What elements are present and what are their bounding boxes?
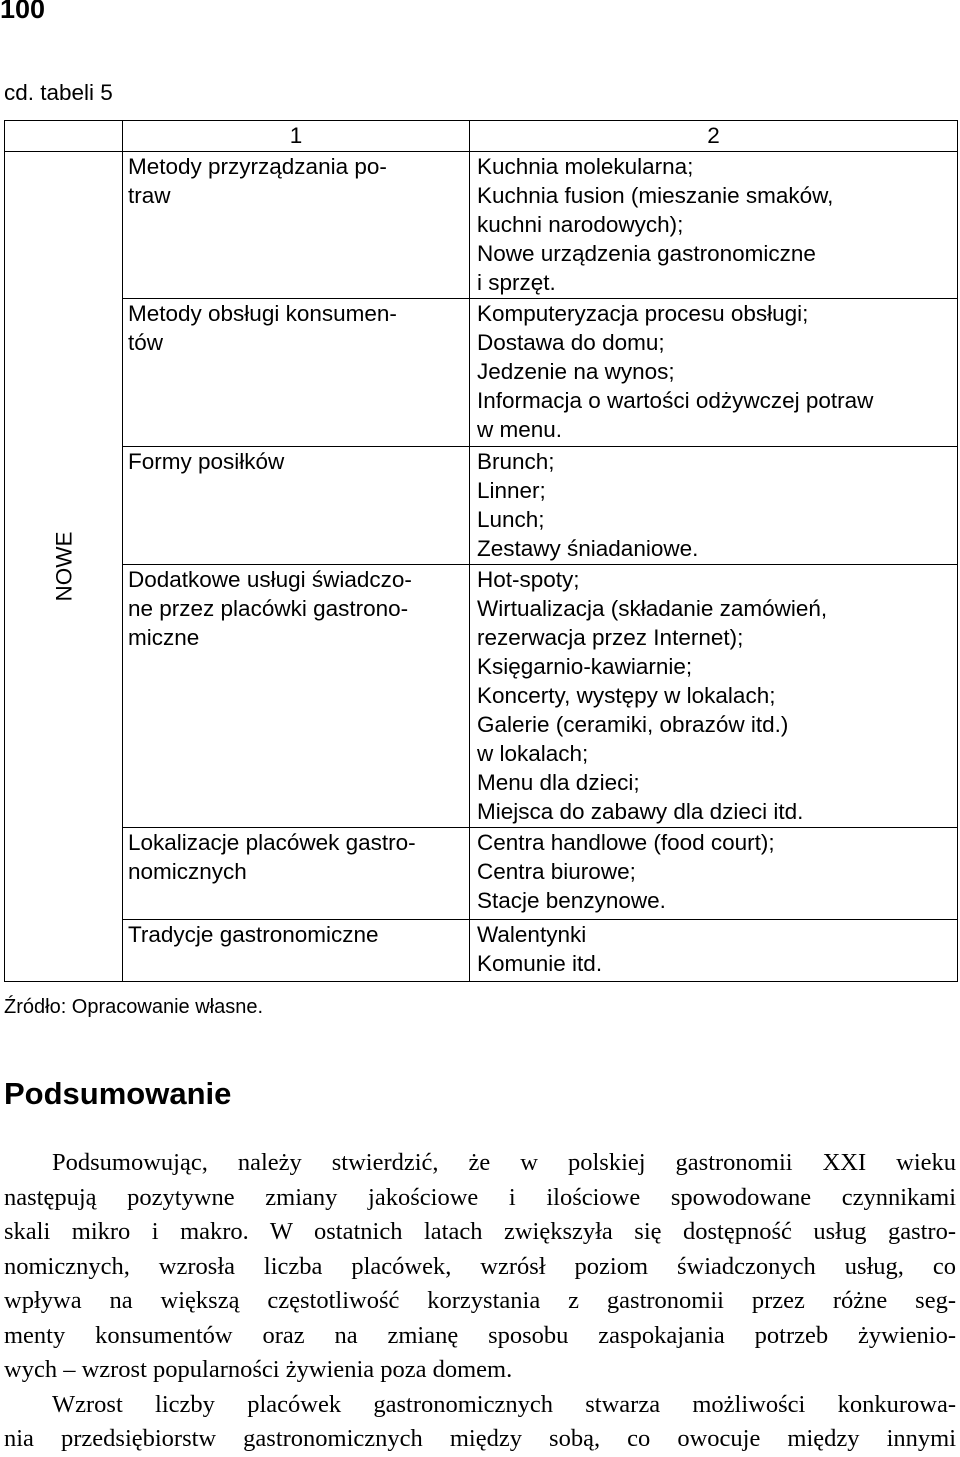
row-item: Kuchnia fusion (mieszanie smaków, xyxy=(477,183,834,208)
section-title: Podsumowanie xyxy=(4,1076,232,1111)
row-item: rezerwacja przez Internet); xyxy=(477,625,744,650)
row-item: Zestawy śniadaniowe. xyxy=(477,536,699,561)
row-item: Linner; xyxy=(477,478,546,503)
table-header-row xyxy=(5,121,958,152)
row-item: Hot-spoty; xyxy=(477,567,580,592)
page-number: 100 xyxy=(0,0,46,24)
row-item: Wirtualizacja (składanie zamówień, xyxy=(477,596,828,621)
row-label-cell xyxy=(123,920,470,982)
row-label-line: traw xyxy=(128,183,171,208)
row-label-line: ne przez placówki gastrono- xyxy=(128,596,409,621)
row-label-cell xyxy=(123,447,470,565)
row-item: kuchni narodowych); xyxy=(477,212,684,237)
row-item: Menu dla dzieci; xyxy=(477,770,640,795)
column-header-1: 1 xyxy=(123,121,470,152)
row-item: i sprzęt. xyxy=(477,270,556,295)
row-label-line: Lokalizacje placówek gastro- xyxy=(128,830,416,855)
row-items-cell xyxy=(470,828,958,920)
row-item: Walentynki xyxy=(477,922,587,947)
paragraph-line: nomicznych, wzrosła liczba placówek, wzrósł poziom świadczonych usług, co xyxy=(4,1252,956,1280)
paragraph-line: wych – wzrost popularności żywienia poza domem. xyxy=(4,1356,513,1383)
row-label-line: Dodatkowe usługi świadczo- xyxy=(128,567,412,592)
row-item: Stacje benzynowe. xyxy=(477,888,666,913)
row-items-cell xyxy=(470,920,958,982)
row-label-line: Formy posiłków xyxy=(128,449,285,474)
row-label-line: nomicznych xyxy=(128,859,247,884)
row-label-line: Metody obsługi konsumen- xyxy=(128,301,397,326)
row-label-line: Tradycje gastronomiczne xyxy=(128,922,379,947)
row-label-cell xyxy=(123,299,470,447)
paragraph-line: skali mikro i makro. W ostatnich latach zwiększyła się dostępność usług gastro- xyxy=(4,1218,956,1245)
row-label-line: Metody przyrządzania po- xyxy=(128,154,387,179)
group-cell xyxy=(5,152,123,982)
table-source-note: Źródło: Opracowanie własne. xyxy=(4,996,264,1018)
table-row xyxy=(5,447,958,565)
column-header-2: 2 xyxy=(470,121,958,152)
row-item: Kuchnia molekularna; xyxy=(477,154,694,179)
row-label-line: miczne xyxy=(128,625,200,650)
row-items-cell xyxy=(470,447,958,565)
row-item: Księgarnio-kawiarnie; xyxy=(477,654,693,679)
paragraph-line: nia przedsiębiorstw gastronomicznych między sobą, co owocuje między innymi xyxy=(4,1425,956,1452)
row-item: w lokalach; xyxy=(477,741,589,766)
paragraph-line: menty konsumentów oraz na zmianę sposobu zaspokajania potrzeb żywienio- xyxy=(4,1321,956,1349)
row-item: Galerie (ceramiki, obrazów itd.) xyxy=(477,712,789,737)
paragraph-line: Podsumowując, należy stwierdzić, że w polskiej gastronomii XXI wieku xyxy=(52,1149,956,1176)
table-row xyxy=(5,152,958,299)
paragraph xyxy=(4,1146,956,1388)
row-item: Brunch; xyxy=(477,449,555,474)
row-label-cell xyxy=(123,152,470,299)
table-row xyxy=(5,565,958,828)
row-item: Dostawa do domu; xyxy=(477,330,665,355)
table-row xyxy=(5,299,958,447)
methods-table xyxy=(4,120,958,982)
table-row xyxy=(5,828,958,920)
row-item: Jedzenie na wynos; xyxy=(477,359,675,384)
row-item: w menu. xyxy=(477,417,563,442)
row-label-line: tów xyxy=(128,330,164,355)
row-items-cell xyxy=(470,299,958,447)
row-items-cell xyxy=(470,565,958,828)
row-item: Komunie itd. xyxy=(477,951,603,976)
table-row xyxy=(5,920,958,982)
row-label-cell xyxy=(123,565,470,828)
row-item: Centra biurowe; xyxy=(477,859,636,884)
row-item: Lunch; xyxy=(477,507,545,532)
table-continuation-label: cd. tabeli 5 xyxy=(4,80,113,105)
group-label: NOWE xyxy=(51,531,76,602)
table-header-corner xyxy=(5,121,123,152)
row-item: Nowe urządzenia gastronomiczne xyxy=(477,241,816,266)
row-items-cell xyxy=(470,152,958,299)
paragraph xyxy=(4,1388,956,1457)
row-item: Centra handlowe (food court); xyxy=(477,830,775,855)
body-text xyxy=(4,1146,956,1457)
row-item: Miejsca do zabawy dla dzieci itd. xyxy=(477,799,804,824)
row-item: Informacja o wartości odżywczej potraw xyxy=(477,388,874,413)
paragraph-line: wpływa na większą częstotliwość korzystania z gastronomii przez różne seg- xyxy=(4,1287,956,1314)
paragraph-line: Wzrost liczby placówek gastronomicznych stwarza możliwości konkurowa- xyxy=(52,1390,956,1418)
row-item: Koncerty, występy w lokalach; xyxy=(477,683,776,708)
paragraph-line: następują pozytywne zmiany jakościowe i ilościowe spowodowane czynnikami xyxy=(4,1183,956,1211)
row-label-cell xyxy=(123,828,470,920)
row-item: Komputeryzacja procesu obsługi; xyxy=(477,301,809,326)
